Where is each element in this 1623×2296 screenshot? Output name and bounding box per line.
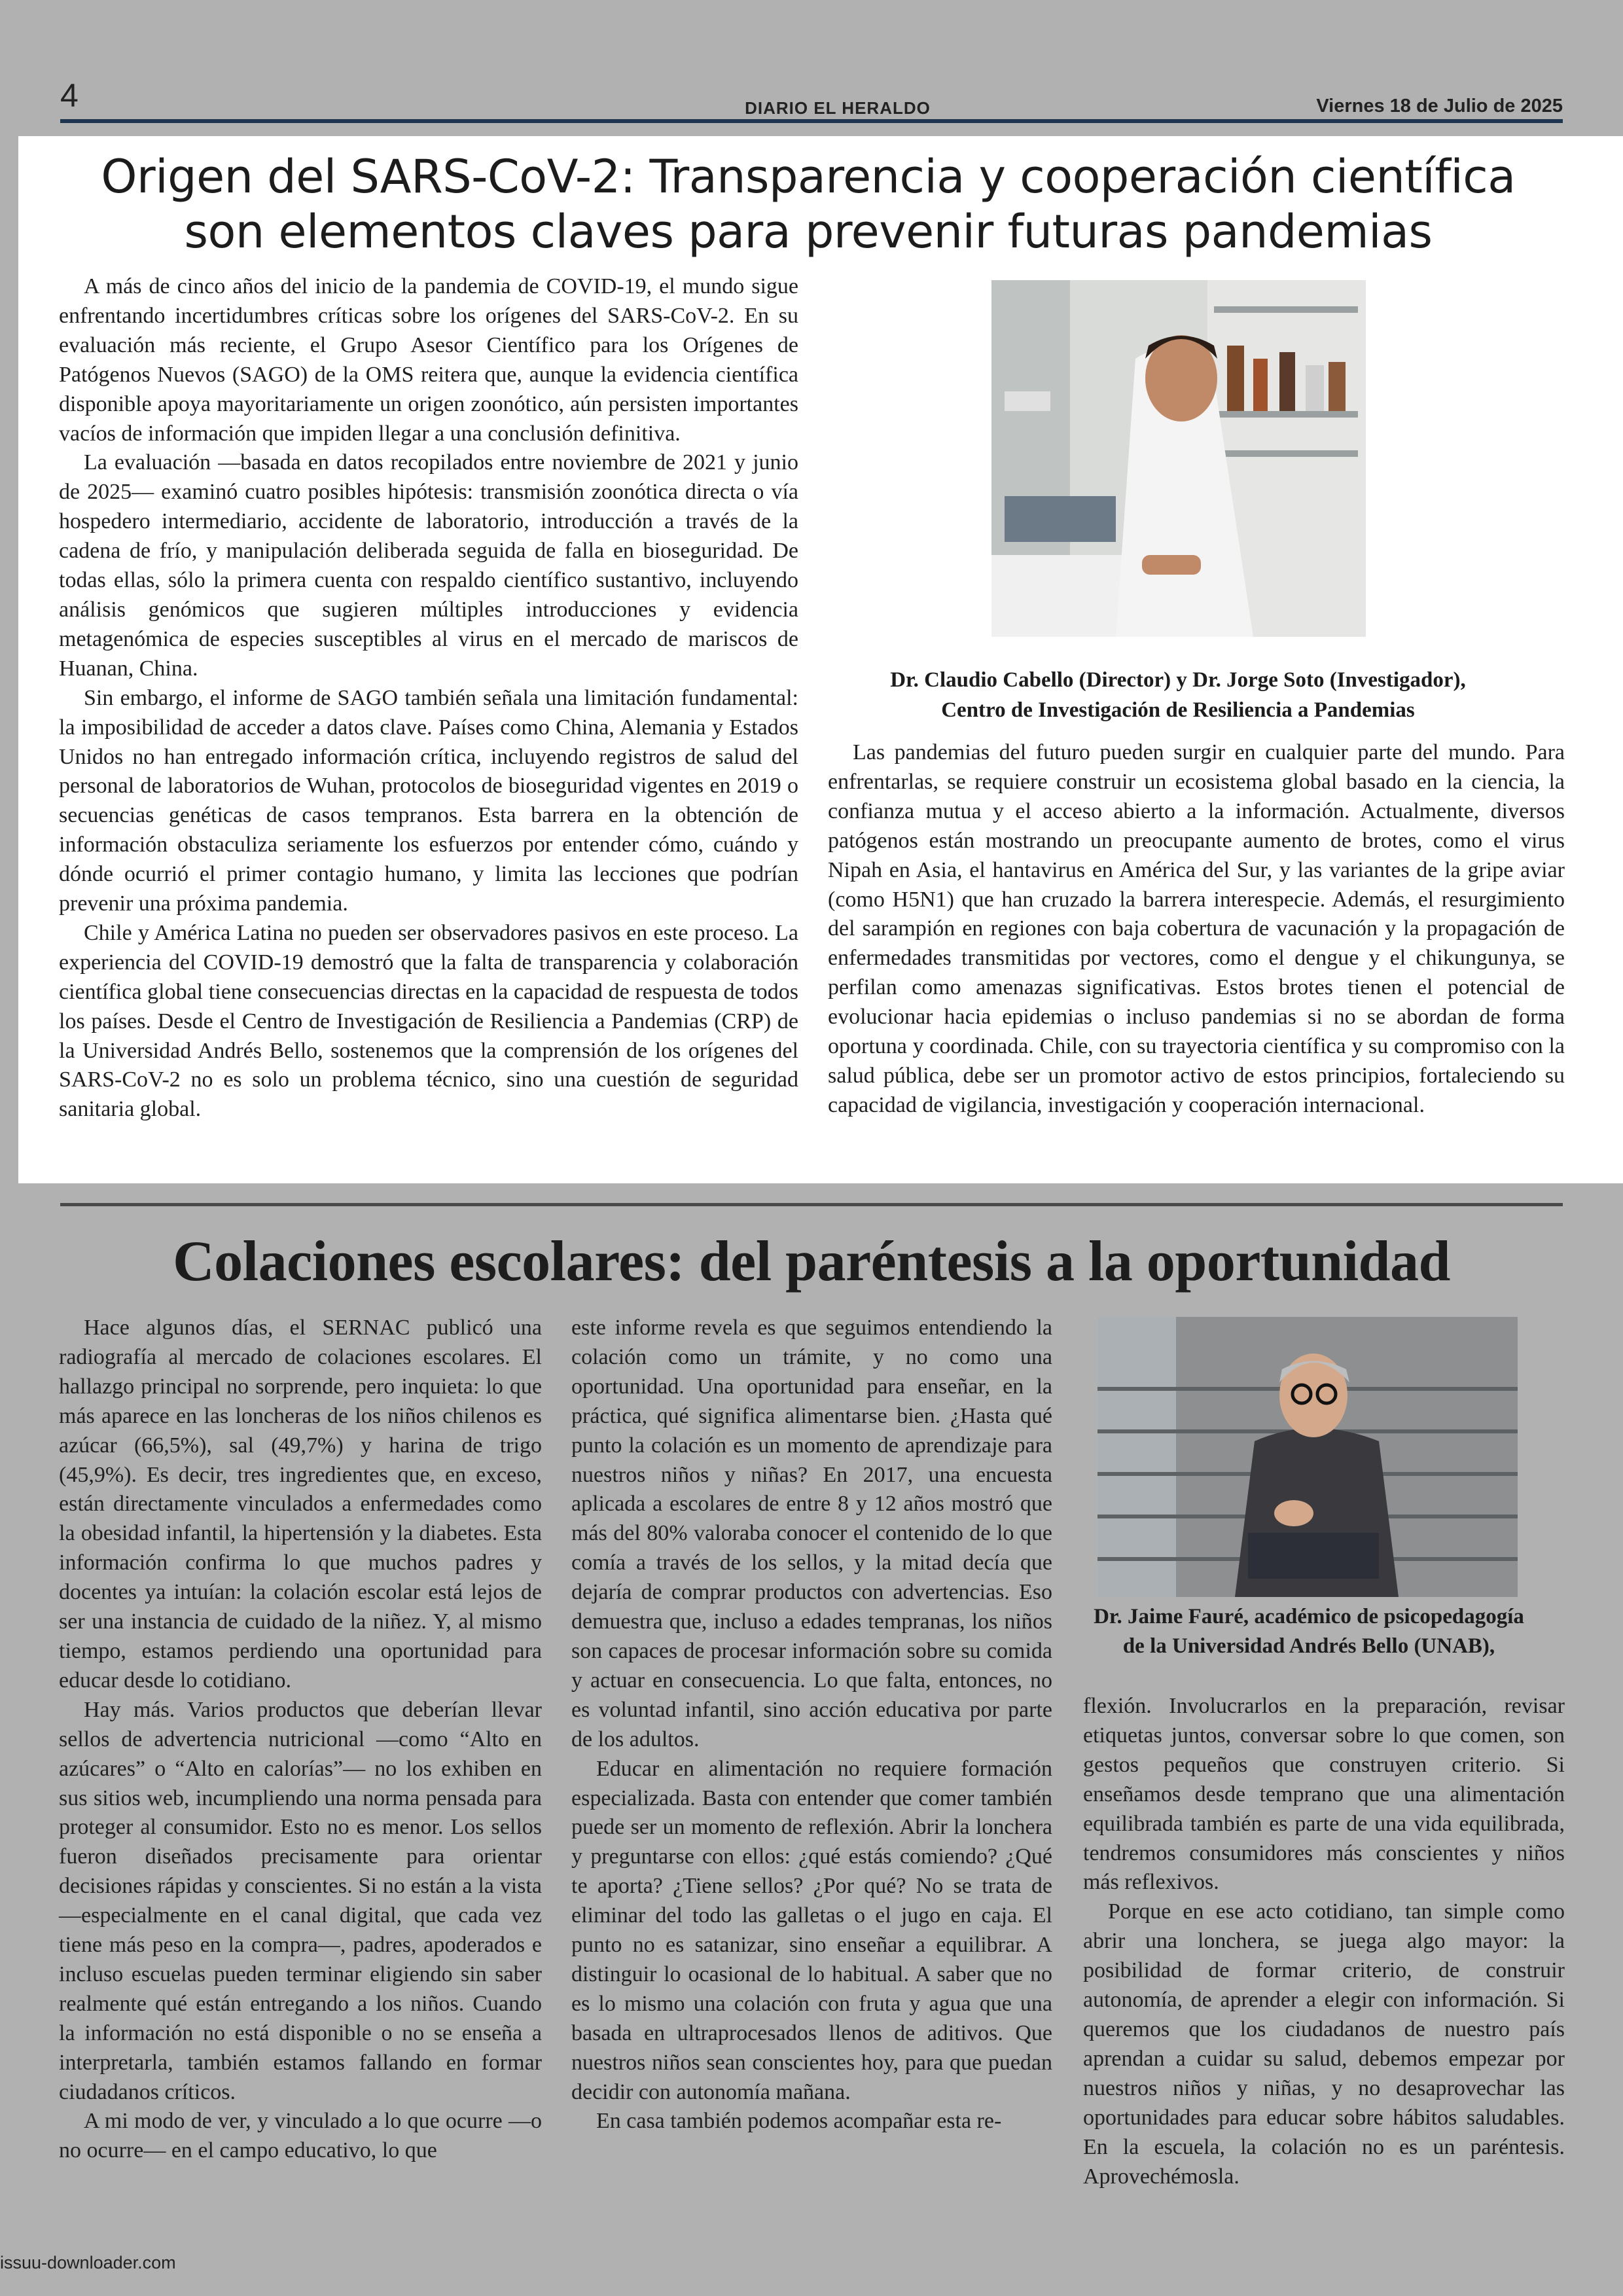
caption-line: Dr. Claudio Cabello (Director) y Dr. Jorge Soto (Investigador), [890,668,1466,692]
article2-photo-caption: Dr. Jaime Fauré, académico de psicopedagogía de la Universidad Andrés Bello (UNAB), [1094,1605,1524,1658]
paragraph: La evaluación —basada en datos recopilados entre noviembre de 2021 y junio de 2025— examinó cuatro posibles hipótesis: transmisión zoonótica directa o vía hospedero intermediario, accidente de laboratorio, introducción a través de la cadena de frío, y manipulación deliberada seguida de falla en bioseguridad. De todas ellas, sólo la primera cuenta con respaldo científico sustantivo, incluyendo análisis genómicos que sugieren múltiples introducciones y evidencia metagenómica de especies susceptibles al virus en el mercado de mariscos de Huanan, China. [59,450,798,681]
article2-column-3 [1083,1692,1565,2191]
watermark-text: issuu-downloader.com [0,2253,176,2272]
paragraph: Educar en alimentación no requiere formación especializada. Basta con entender que comer también puede ser un momento de reflexión. Abrir la lonchera y preguntarse con ellos: ¿qué estás comiendo? ¿Qué te aporta? ¿Tiene sellos? ¿Por qué? No se trata de eliminar del todo las galletas o el jugo en caja. El punto no es satanizar, sino enseñar a equilibrar. A distinguir lo ocasional de lo habitual. A saber que no es lo mismo una colación con fruta y agua que una basada en ultraprocesados llenos de aditivos. Que nuestros niños sean conscientes hoy, para que puedan decidir con autonomía mañana. [571,1756,1052,2104]
paragraph: Hay más. Varios productos que deberían llevar sellos de advertencia nutricional —como “Alto en azúcares” o “Alto en calorías”— no los exhiben en sus sitios web, incumpliendo una norma pensada para proteger al consumidor. Esto no es menor. Los sellos fueron diseñados precisamente para orientar decisiones rápidas y conscientes. Si no están a la vista —especialmente en el canal digital, que cada vez tiene más peso en la compra—, padres, apoderados e incluso escuelas pueden terminar eligiendo sin saber realmente qué están entregando a los niños. Cuando la información no está disponible o no se enseña a interpretarla, también estamos fallando en formar ciudadanos críticos. [59,1697,542,2104]
article1-column-left [59,272,798,1124]
article2-column-2 [571,1314,1052,2136]
researcher-lab-photo [991,280,1366,637]
article2-column-1 [59,1314,542,2166]
section-divider [60,1203,1563,1206]
paragraph: flexión. Involucrarlos en la preparación, revisar etiquetas juntos, conversar sobre lo que comen, son gestos pequeños que construyen criterio. Si enseñamos desde temprano que una alimentación equilibrada también es parte de una vida equilibrada, tendremos consumidores más conscientes y niños más reflexivos. [1083,1694,1565,1895]
paragraph: En casa también podemos acompañar esta re- [596,2109,1002,2134]
article1-column-right [828,738,1565,1121]
page-number: 4 [60,77,79,114]
header-rule [60,119,1563,123]
paragraph: A más de cinco años del inicio de la pandemia de COVID-19, el mundo sigue enfrentando incertidumbres críticas sobre los orígenes del SARS-CoV-2. En su evaluación más reciente, el Grupo Asesor Científico para los Orígenes de Patógenos Nuevos (SAGO) de la OMS reitera que, aunque la evidencia científica disponible apoya mayoritariamente un origen zoonótico, aún persisten importantes vacíos de información que impiden llegar a una conclusión definitiva. [59,274,798,446]
author-portrait-photo [1097,1317,1518,1597]
paragraph: Hace algunos días, el SERNAC publicó una radiografía al mercado de colaciones escolares. El hallazgo principal no sorprende, pero inquieta: lo que más aparece en las loncheras de los niños chilenos es azúcar (66,5%), sal (49,7%) y harina de trigo (45,9%). Es decir, tres ingredientes que, en exceso, están directamente vinculados a enfermedades como la obesidad infantil, la hipertensión y la diabetes. Esta información confirma lo que muchos padres y docentes ya intuían: la colación escolar está lejos de ser una instancia de cuidado de la niñez. Y, al mismo tiempo, estamos perdiendo una oportunidad para educar desde lo cotidiano. [59,1316,542,1693]
paragraph: Porque en ese acto cotidiano, tan simple como abrir una lonchera, se juega algo mayor: la posibilidad de formar criterio, de construir autonomía, de aprender a elegir con información. Si queremos que los ciudadanos de nuestro país aprendan a cuidar su salud, debemos empezar por nuestros niños y niñas, y no desaprovechar las oportunidades para educar sobre hábitos saludables. En la escuela, la colación no es un paréntesis. Aprovechémosla. [1083,1899,1565,2189]
paragraph: Chile y América Latina no pueden ser observadores pasivos en este proceso. La experiencia del COVID-19 demostró que la falta de transparencia y colaboración científica global tiene consecuencias directas en la capacidad de respuesta de todos los países. Desde el Centro de Investigación de Resiliencia a Pandemias (CRP) de la Universidad Andrés Bello, sostenemos que la comprensión de los orígenes del SARS-CoV-2 no es solo un problema técnico, sino una cuestión de seguridad sanitaria global. [59,920,798,1122]
paragraph: Sin embargo, el informe de SAGO también señala una limitación fundamental: la imposibilidad de acceder a datos clave. Países como China, Alemania y Estados Unidos no han entregado información crítica, incluyendo registros de salud del personal de laboratorios de Wuhan, protocolos de bioseguridad vigentes en 2019 o secuencias genéticas de casos tempranos. Esta barrera en la obtención de información obstaculiza seriamente los esfuerzos por entender cómo, cuándo y dónde ocurrió el primer contagio humano, y limita las lecciones que podrían prevenir una próxima pandemia. [59,685,798,916]
paragraph: A mi modo de ver, y vinculado a lo que ocurre —o no ocurre— en el campo educativo, lo que [59,2109,542,2163]
article2-title: Colaciones escolares: del paréntesis a la oportunidad [173,1230,1450,1293]
article1-photo-caption [828,665,1528,725]
article1-title: Origen del SARS-CoV-2: Transparencia y cooperación científica son elementos claves para prevenir futuras pandemias [101,150,1516,259]
caption-line: Centro de Investigación de Resiliencia a Pandemias [941,698,1415,722]
issue-date: Viernes 18 de Julio de 2025 [1316,96,1563,117]
paragraph: Las pandemias del futuro pueden surgir en cualquier parte del mundo. Para enfrentarlas, se requiere construir un ecosistema global basado en la ciencia, la confianza mutua y el acceso abierto a la información. Actualmente, diversos patógenos están mostrando un preocupante aumento de brotes, como el virus Nipah en Asia, el hantavirus en América del Sur, y las variantes de la gripe aviar (como H5N1) que han cruzado la barrera interespecie. Además, el resurgimiento del sarampión en regiones con baja cobertura de vacunación y la propagación de enfermedades transmitidas por vectores, como el dengue y el chikungunya, se perfilan como amenazas significativas. Estos brotes tienen el potencial de evolucionar hacia epidemias o incluso pandemias si no se abordan de forma oportuna y coordinada. Chile, con su trayectoria científica y su compromiso con la salud pública, debe ser un promotor activo de estos principios, fortaleciendo su capacidad de vigilancia, investigación y cooperación internacional. [828,740,1565,1117]
paragraph: este informe revela es que seguimos entendiendo la colación como un trámite, y no como una oportunidad. Una oportunidad para enseñar, en la práctica, qué significa alimentarse bien. ¿Hasta qué punto la colación es un momento de aprendizaje para nuestros niños y niñas? En 2017, una encuesta aplicada a escolares de entre 8 y 12 años mostró que más del 80% valoraba conocer el contenido de lo que comía a través de los sellos, y la mitad decía que dejaría de comprar productos con advertencias. Eso demuestra que, incluso a edades tempranas, los niños son capaces de procesar información sobre su comida y actuar en consecuencia. Lo que falta, entonces, no es voluntad infantil, sino acción educativa por parte de los adultos. [571,1316,1052,1751]
newspaper-name: DIARIO EL HERALDO [745,98,931,118]
